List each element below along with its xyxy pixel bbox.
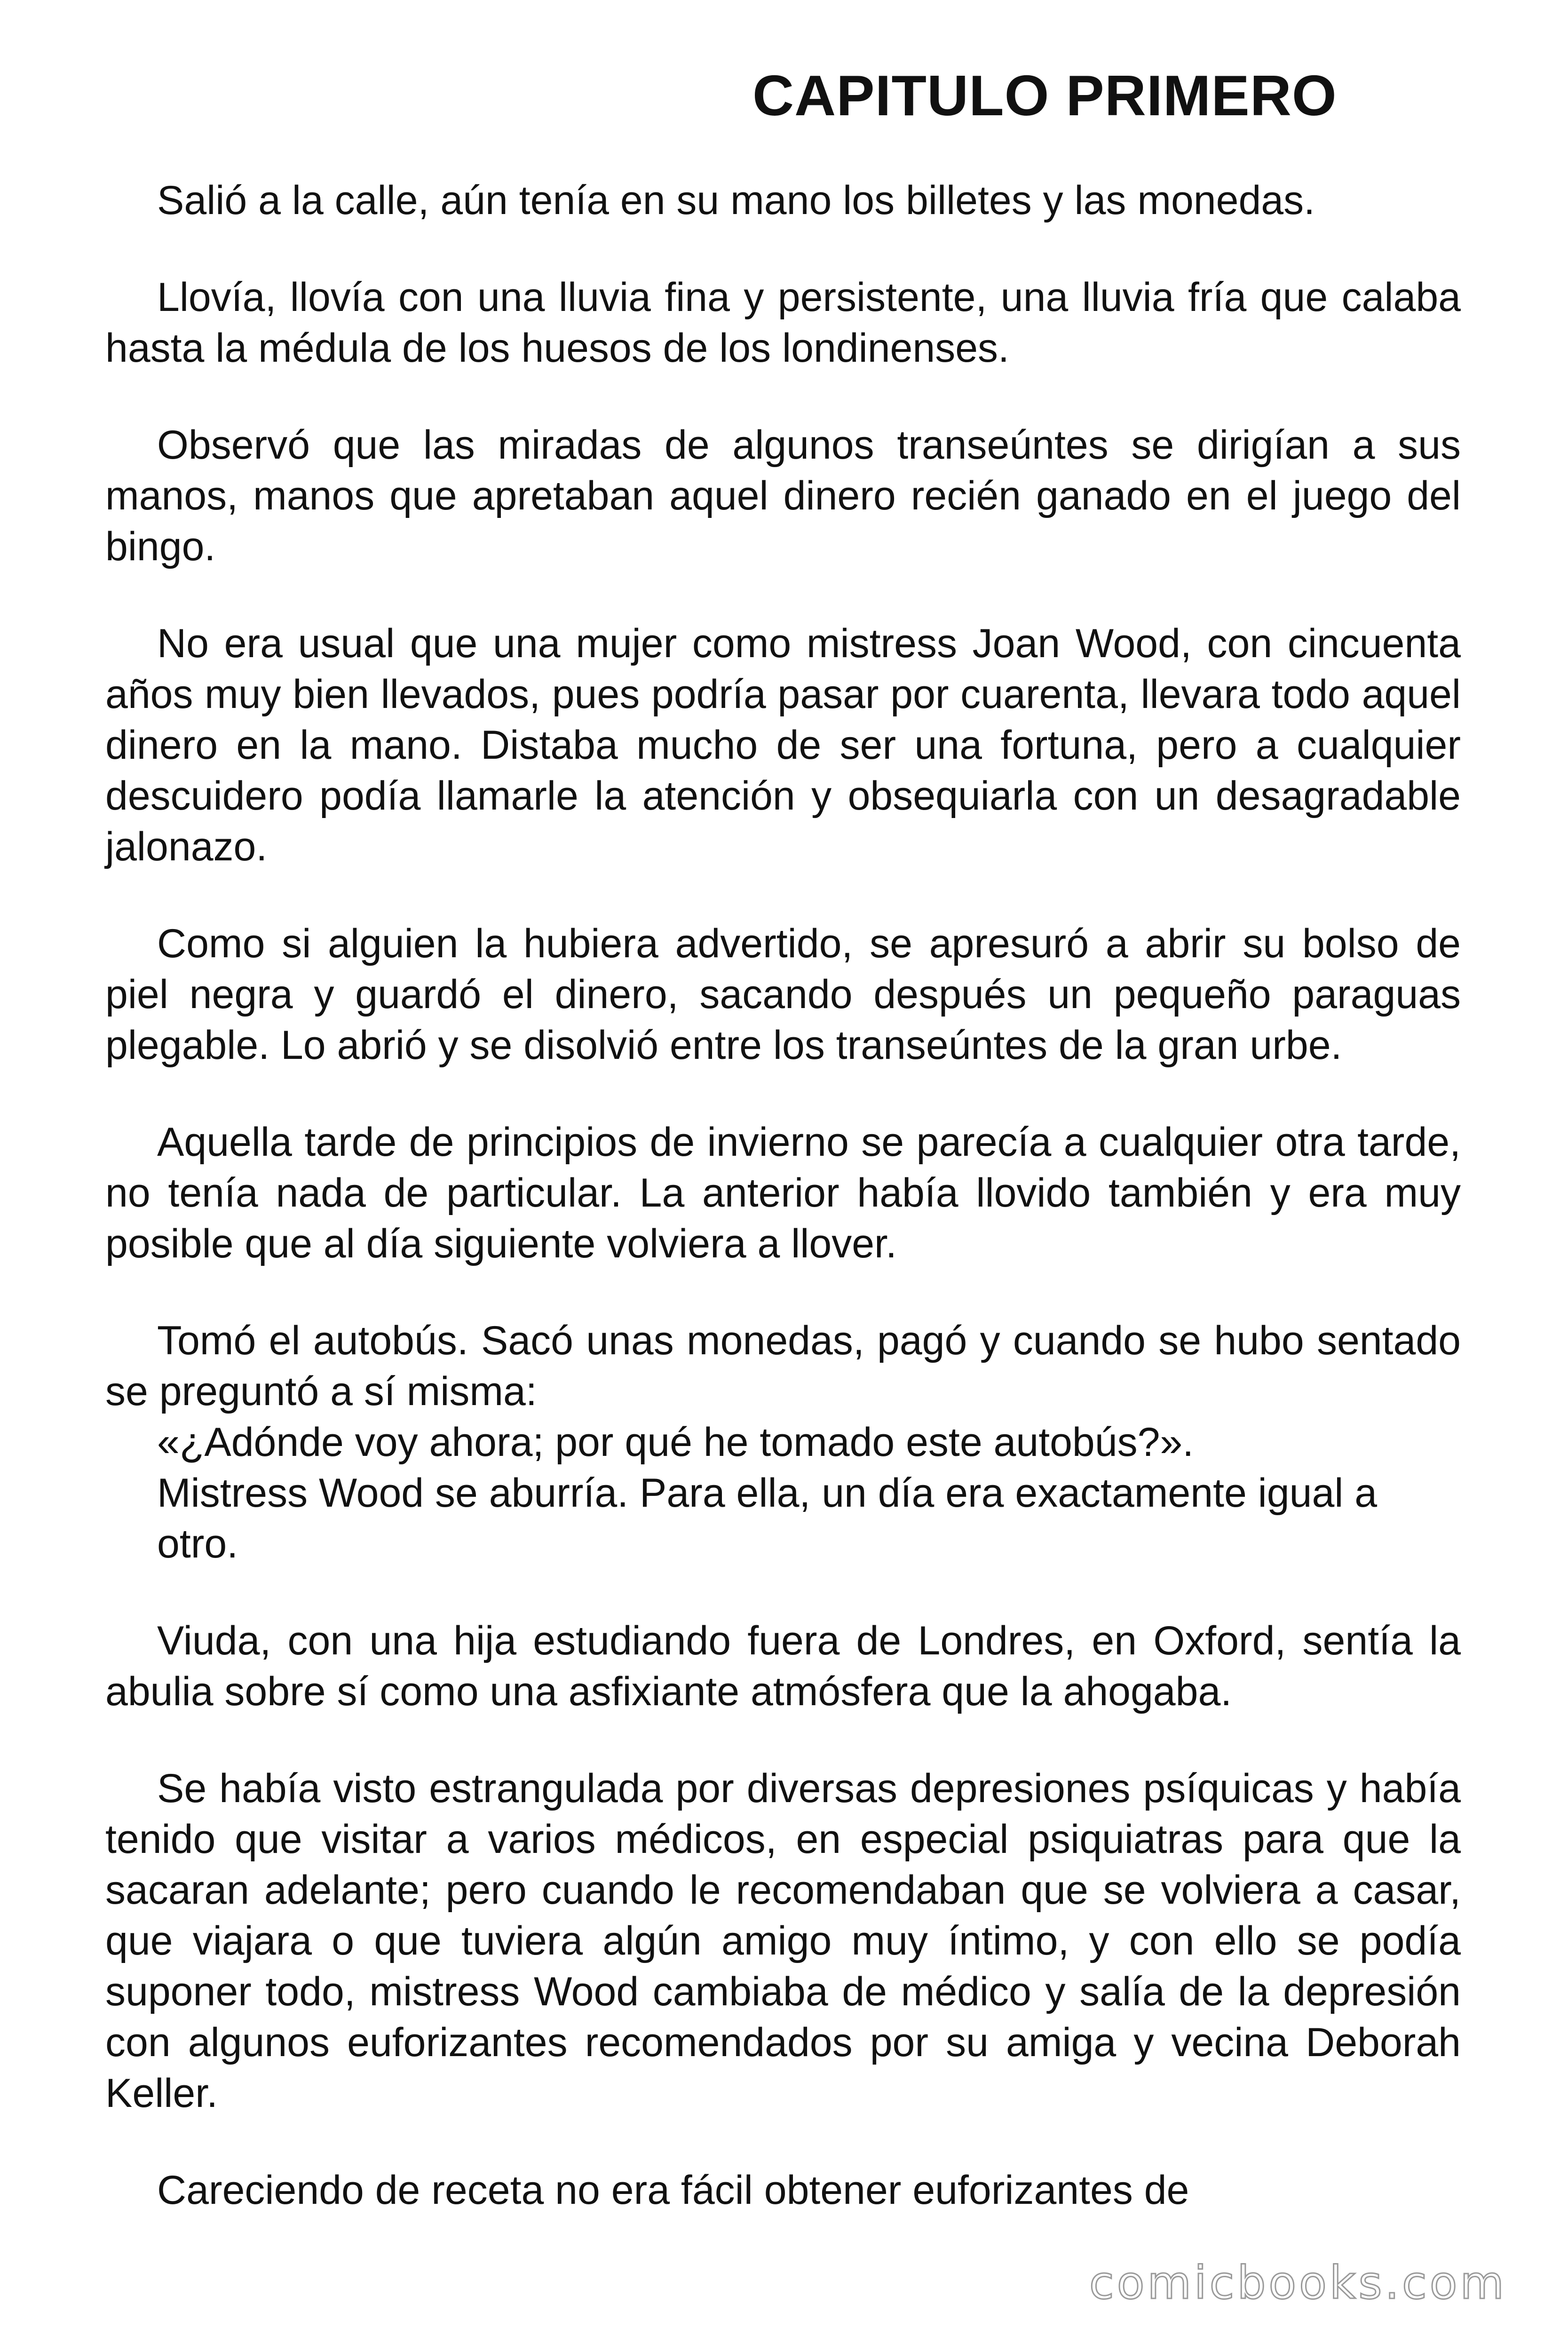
chapter-body <box>105 175 1461 2262</box>
paragraph: Tomó el autobús. Sacó unas monedas, pagó y cuando se hubo sentado se preguntó a sí misma: <box>105 1318 1461 1414</box>
paragraph: Viuda, con una hija estudiando fuera de Londres, en Oxford, sentía la abulia sobre sí como una asfixiante atmósfera que la ahogaba. <box>105 1618 1461 1714</box>
paragraph: Llovía, llovía con una lluvia fina y persistente, una lluvia fría que calaba hasta la médula de los huesos de los londinenses. <box>105 275 1461 371</box>
chapter-title: CAPITULO PRIMERO <box>752 64 1337 127</box>
paragraph: Salió a la calle, aún tenía en su mano los billetes y las monedas. <box>157 178 1315 223</box>
quoted-line: «¿Adónde voy ahora; por qué he tomado este autobús?». <box>157 1420 1194 1465</box>
watermark-logo: comicbooks.com <box>1089 2257 1507 2309</box>
dialogue-group <box>105 1315 1461 1569</box>
indented-line: Mistress Wood se aburría. Para ella, un día era exactamente igual a otro. <box>157 1470 1378 1566</box>
paragraph: Como si alguien la hubiera advertido, se apresuró a abrir su bolso de piel negra y guardó el dinero, sacando después un pequeño paraguas plegable. Lo abrió y se disolvió entre los transeúntes de la gran urbe. <box>105 921 1461 1068</box>
paragraph: Observó que las miradas de algunos transeúntes se dirigían a sus manos, manos que apretaban aquel dinero recién ganado en el juego del bingo. <box>105 422 1461 569</box>
paragraph: Careciendo de receta no era fácil obtener euforizantes de <box>157 2168 1189 2213</box>
paragraph: Se había visto estrangulada por diversas depresiones psíquicas y había tenido que visitar a varios médicos, en especial psiquiatras para que la sacaran adelante; pero cuando le recomendaban que se volviera a casar, que viajara o que tuviera algún amigo muy íntimo, y con ello se podía suponer todo, mistress Wood cambiaba de médico y salía de la depresión con algunos euforizantes recomendados por su amiga y vecina Deborah Keller. <box>105 1766 1461 2116</box>
paragraph: Aquella tarde de principios de invierno se parecía a cualquier otra tarde, no tenía nada de particular. La anterior había llovido también y era muy posible que al día siguiente volviera a llover. <box>105 1120 1461 1266</box>
paragraph: No era usual que una mujer como mistress Joan Wood, con cincuenta años muy bien llevados, pues podría pasar por cuarenta, llevara todo aquel dinero en la mano. Distaba mucho de ser una fortuna, pero a cualquier descuidero podía llamarle la atención y obsequiarla con un desagradable jalonazo. <box>105 621 1461 869</box>
